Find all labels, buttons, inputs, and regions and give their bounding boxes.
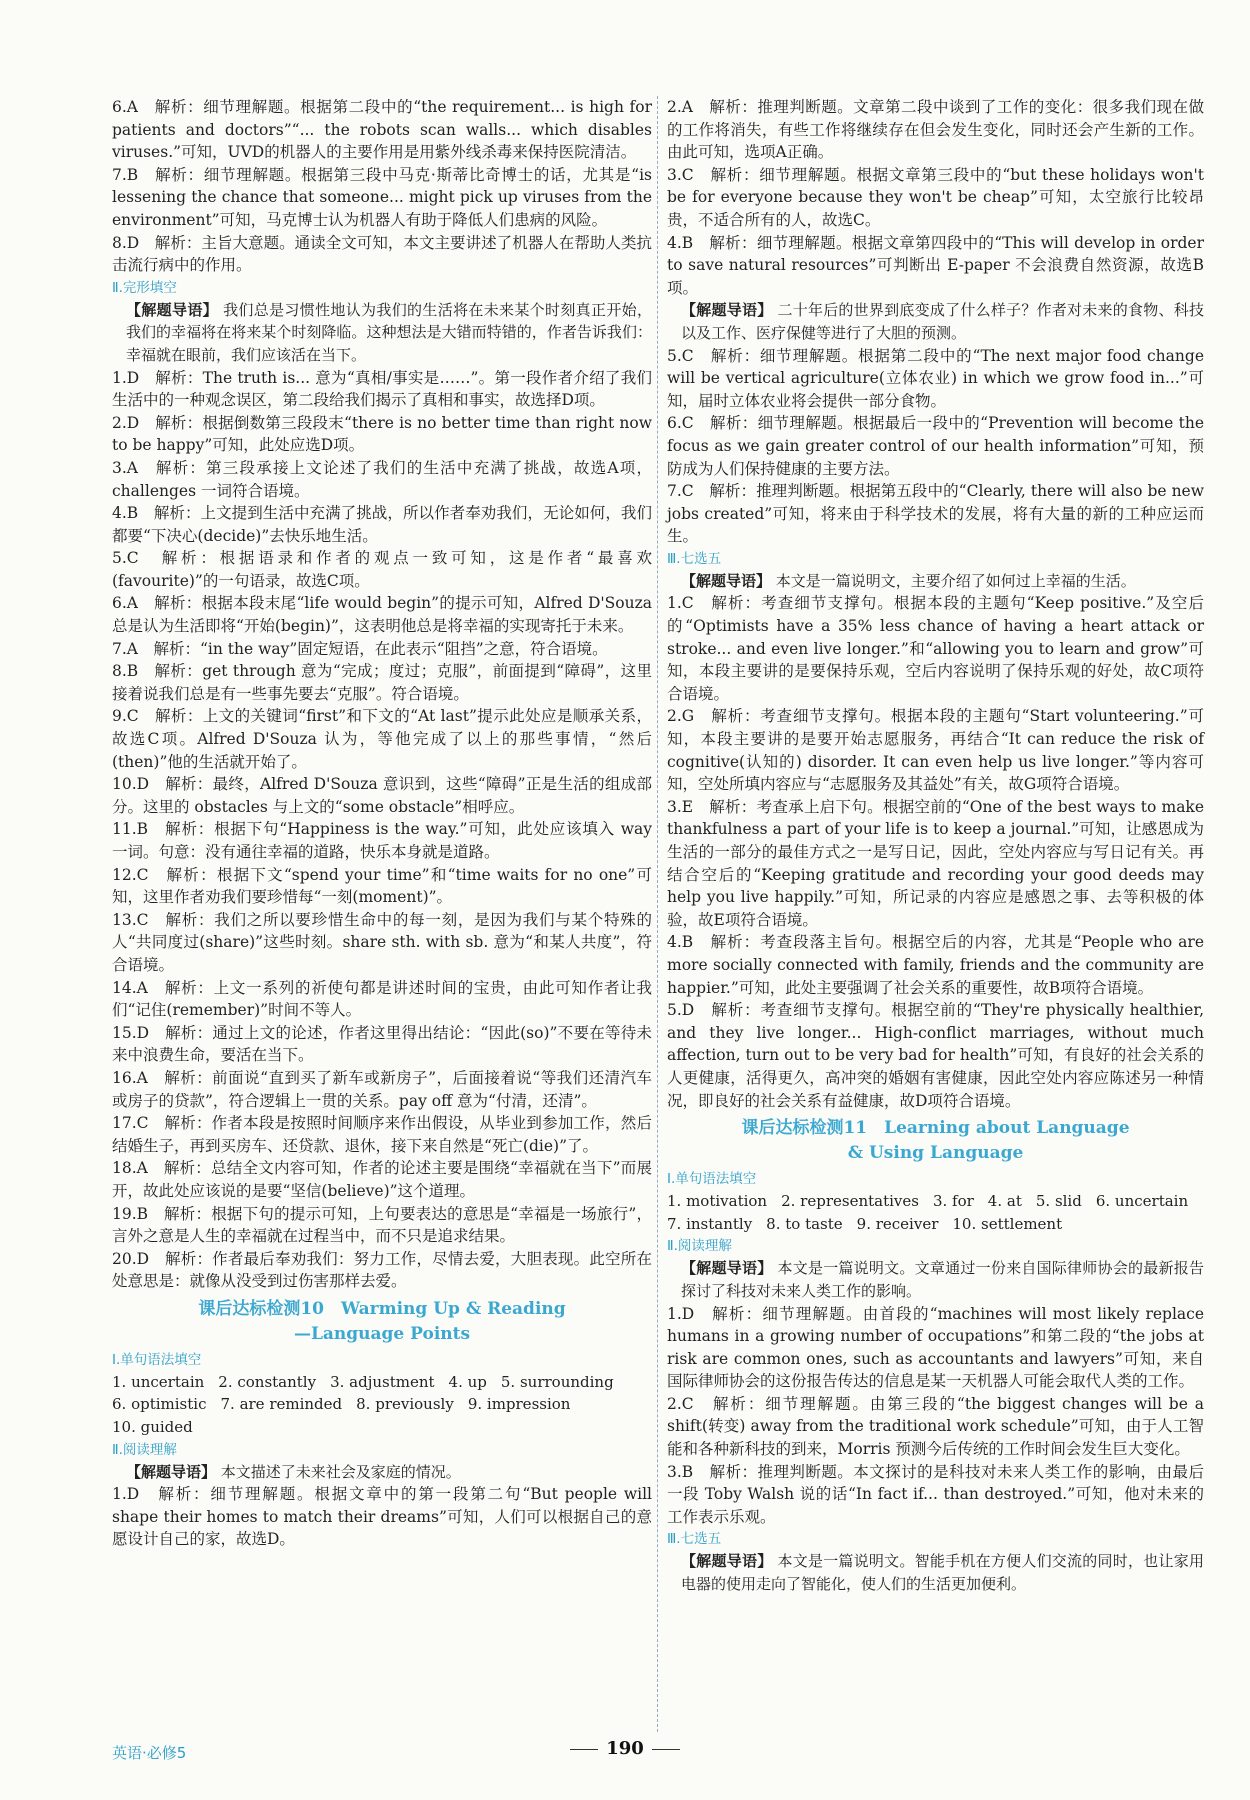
page-number-area [530,1738,720,1759]
section-heading: Ⅲ.七选五 [667,550,722,567]
grammar-answers-row [112,1371,652,1394]
answer-entry: 7.C 解析：推理判断题。根据第五段中的“Clearly, there will also be new jobs created”可知，将来由于科学技术的发展，将有大量的新的工种应运而生。 [667,482,1204,546]
grammar-answer: 5. surrounding [500,1372,614,1391]
section-heading: Ⅱ.完形填空 [112,279,177,296]
guide-paragraph [667,299,1204,344]
page-number: 190 [606,1738,644,1759]
answer-entry: 3.E 解析：考查承上启下句。根据空前的“One of the best ways to make thankfulness a part of your life is to keep a journal.”可知，让感恩成为生活的一部分的最佳方式之一是写日记，因此，空处内容应与写日记有关。再结合空后的“Keeping gratitude and recording your good deeds may help you live happily.”可知，所记录的内容应是感恩之事、去等积极的体验，故E项符合语境。 [667,797,1204,929]
guide-label: 【解题导语】 [681,1552,773,1571]
grammar-answers-row [112,1393,652,1416]
test-section-title: 课后达标检测10 Warming Up & Reading —Language Points [198,1298,566,1344]
guide-label: 【解题导语】 [126,300,218,319]
answer-entry: 1.D 解析：细节理解题。由首段的“machines will most likely replace humans in a growing number of occupations”和第二段的“the jobs at risk are common ones, such as accountants and lawyers”可知，来自国际律师协会的这份报告传达的信息是某一天机器人可能会取代人类的工作。 [667,1304,1204,1391]
section-heading: Ⅰ.单句语法填空 [667,1171,757,1188]
answer-entry: 1.D 解析：The truth is... 意为“真相/事实是……”。第一段作者介绍了我们生活中的一种观念误区，第二段给我们揭示了真相和事实，故选择D项。 [112,368,652,410]
answer-entry: 3.A 解析：第三段承接上文论述了我们的生活中充满了挑战，故选A项，challenges 一词符合语境。 [112,458,652,500]
guide-label: 【解题导语】 [126,1462,217,1481]
answer-entry: 3.C 解析：细节理解题。根据文章第三段中的“but these holidays won't be for everyone because they won't be cheap”可知，太空旅行比较昂贵，不适合所有的人，故选C。 [667,165,1204,229]
answer-entry: 2.G 解析：考查细节支撑句。根据本段的主题句“Start volunteering.”可知，本段主要讲的是要开始志愿服务，再结合“It can reduce the risk of cognitive(认知的) disorder. It can even help us live longer.”等内容可知，空处所填内容应与“志愿服务及其益处”有关，故G项符合语境。 [667,707,1204,794]
right-column [667,96,1204,1596]
answer-entry: 2.C 解析：细节理解题。由第三段的“the biggest changes will be a shift(转变) away from the traditional work schedule”可知，由于人工智能和各种新科技的到来，Morris 预测今后传统的工作时间会发生巨大变化。 [667,1394,1204,1459]
grammar-answer: 9. receiver [856,1214,939,1233]
answer-entry: 16.A 解析：前面说“直到买了新车或新房子”，后面接着说“等我们还清汽车或房子的贷款”，符合逻辑上一贯的关系。pay off 意为“付清，还清”。 [112,1068,652,1110]
section-heading: Ⅱ.阅读理解 [112,1441,177,1458]
grammar-answer: 1. uncertain [112,1372,205,1391]
answer-entry: 14.A 解析：上文一系列的祈使句都是讲述时间的宝贵，由此可知作者让我们“记住(remember)”时间不等人。 [112,978,652,1020]
grammar-answer: 7. instantly [667,1214,753,1233]
guide-paragraph [667,1257,1204,1302]
answer-entry: 8.B 解析：get through 意为“完成；度过；克服”，前面提到“障碍”，这里接着说我们总是有一些事先要去“克服”。符合语境。 [112,662,652,703]
answer-entry: 12.C 解析：根据下文“spend your time”和“time waits for no one”可知，这里作者劝我们要珍惜每“一刻(moment)”。 [112,865,652,907]
grammar-answer: 6. uncertain [1095,1192,1189,1211]
answer-entry: 3.B 解析：推理判断题。本文探讨的是科技对未来人类工作的影响，由最后一段 Toby Walsh 说的话“In fact if... than destroyed.”可知，他对未来的工作表示乐观。 [667,1462,1204,1526]
grammar-answer: 6. optimistic [112,1395,207,1414]
book-label: 英语·必修5 [112,1744,187,1762]
test-section-title: 课后达标检测11 Learning about Language & Using Language [741,1118,1130,1164]
guide-text: 本文是一篇说明文，主要介绍了如何过上幸福的生活。 [775,571,1136,590]
answer-entry: 10.D 解析：最终，Alfred D'Souza 意识到，这些“障碍”正是生活的组成部分。这里的 obstacles 与上文的“some obstacle”相呼应。 [112,775,652,816]
answer-entry: 5.D 解析：考查细节支撑句。根据空前的“They're physically healthier, and they live longer... High-conflict marriages, without much affection, turn out to be very bad for health”可知，有良好的社会关系的人更健康，活得更久，高冲突的婚姻有害健康，因此空处内容应陈述另一种情况，即良好的社会关系有益健康，故D项符合语境。 [667,1001,1204,1110]
answer-entry: 4.B 解析：上文提到生活中充满了挑战，所以作者奉劝我们，无论如何，我们都要“下决心(decide)”去快乐地生活。 [112,504,652,545]
grammar-answers-row [667,1190,1204,1213]
dash-left [570,1749,598,1750]
section-heading: Ⅲ.七选五 [667,1531,722,1548]
answer-entry: 20.D 解析：作者最后奉劝我们：努力工作，尽情去爱，大胆表现。此空所在处意思是：就像从没受到过伤害那样去爱。 [112,1249,652,1291]
answer-entry: 8.D 解析：主旨大意题。通读全文可知，本文主要讲述了机器人在帮助人类抗击流行病中的作用。 [112,233,652,275]
answer-entry: 6.C 解析：细节理解题。根据最后一段中的“Prevention will become the focus as we gain greater control of our health information”可知，预防成为人们保持健康的主要方法。 [667,414,1204,478]
section-heading: Ⅱ.阅读理解 [667,1238,732,1255]
grammar-answers-row [112,1416,652,1439]
answer-entry: 2.A 解析：推理判断题。文章第二段中谈到了工作的变化：很多我们现在做的工作将消失，有些工作将继续存在但会发生变化，同时还会产生新的工作。由此可知，选项A正确。 [667,98,1204,162]
guide-text: 本文描述了未来社会及家庭的情况。 [220,1462,461,1481]
grammar-answer: 4. up [448,1372,487,1391]
grammar-answer: 10. guided [112,1418,193,1437]
answer-entry: 6.A 解析：根据本段末尾“life would begin”的提示可知，Alfred D'Souza 总是认为生活即将“开始(begin)”，这表明他总是将幸福的实现寄托于未来。 [112,594,652,636]
grammar-answer: 3. adjustment [330,1372,435,1391]
answer-entry: 18.A 解析：总结全文内容可知，作者的论述主要是围绕“幸福就在当下”而展开，故此处应该说的是要“坚信(believe)”这个道理。 [112,1159,652,1200]
section-heading: Ⅰ.单句语法填空 [112,1351,202,1368]
answer-entry: 1.C 解析：考查细节支撑句。根据本段的主题句“Keep positive.”及空后的“Optimists have a 35% less chance of having a heart attack or stroke... and even live longer.”和“allowing you to learn and grow”可知，本段主要讲的是要保持乐观，空后内容说明了保持乐观的好处，故C项符合语境。 [667,594,1204,703]
answer-entry: 4.B 解析：细节理解题。根据文章第四段中的“This will develop in order to save natural resources”可判断出 E-paper 不会浪费自然资源，故选B项。 [667,233,1204,297]
answer-entry: 15.D 解析：通过上文的论述，作者这里得出结论：“因此(so)”不要在等待未来中浪费生命，要活在当下。 [112,1023,652,1065]
answer-entry: 13.C 解析：我们之所以要珍惜生命中的每一刻，是因为我们与某个特殊的人“共同度过(share)”这些时刻。share sth. with sb. 意为“和某人共度”，符合语境。 [112,910,652,974]
grammar-answer: 9. impression [467,1395,571,1414]
grammar-answer: 8. previously [356,1395,454,1414]
answer-entry: 5.C 解析：细节理解题。根据第二段中的“The next major food change will be vertical agriculture(立体农业) in which we grow food in...”可知，届时立体农业将会提供一部分食物。 [667,346,1204,410]
guide-text: 本文是一篇说明文。智能手机在方便人们交流的同时，也让家用电器的使用走向了智能化，使人们的生活更加便利。 [681,1552,1204,1594]
answer-entry: 6.A 解析：细节理解题。根据第二段中的“the requirement... is high for patients and doctors”“... the robots scan walls... which disables viruses.”可知，UVD的机器人的主要作用是用紫外线杀毒来保持医院清洁。 [112,98,652,162]
guide-paragraph [667,1550,1204,1595]
grammar-answer: 5. slid [1035,1192,1082,1211]
grammar-answers-row [667,1213,1204,1236]
grammar-answer: 3. for [932,1192,974,1211]
left-column [112,96,652,1551]
dash-right [652,1749,680,1750]
guide-text: 本文是一篇说明文。文章通过一份来自国际律师协会的最新报告探讨了科技对未来人类工作的影响。 [681,1259,1204,1300]
answer-entry: 2.D 解析：根据倒数第三段段末“there is no better time than right now to be happy”可知，此处应选D项。 [112,413,652,455]
grammar-answer: 7. are reminded [220,1395,343,1414]
grammar-answer: 4. at [987,1192,1022,1211]
guide-text: 我们总是习惯性地认为我们的生活将在未来某个时刻真正开始，我们的幸福将在将来某个时刻降临。这种想法是大错而特错的，作者告诉我们：幸福就在眼前，我们应该活在当下。 [126,300,652,364]
guide-paragraph [667,570,1204,593]
grammar-answer: 2. constantly [218,1372,317,1391]
answer-entry: 4.B 解析：考查段落主旨句。根据空后的内容，尤其是“People who are more socially connected with family, friends and the community are happier.”可知，此处主要强调了社会关系的重要性，故B项符合语境。 [667,933,1204,997]
answer-entry: 5.C 解析：根据语录和作者的观点一致可知，这是作者“最喜欢(favourite)”的一句语录，故选C项。 [112,549,652,590]
guide-label: 【解题导语】 [681,1259,773,1278]
answer-entry: 7.B 解析：细节理解题。根据第三段中马克·斯蒂比奇博士的话，尤其是“is lessening the chance that someone... might pick up viruses from the environment”可知，马克博士认为机器人有助于降低人们患病的风险。 [112,165,652,229]
answer-entry: 1.D 解析：细节理解题。根据文章中的第一段第二句“But people will shape their homes to match their dreams”可知，人们可以根据自己的意愿设计自己的家，故选D。 [112,1485,652,1549]
guide-text: 二十年后的世界到底变成了什么样子？作者对未来的食物、科技以及工作、医疗保健等进行了大胆的预测。 [681,301,1204,342]
grammar-answer: 1. motivation [667,1192,768,1211]
guide-paragraph [112,1461,652,1484]
column-divider [657,96,658,1732]
guide-label: 【解题导语】 [681,301,773,320]
answer-entry: 11.B 解析：根据下句“Happiness is the way.”可知，此处应该填入 way 一词。句意：没有通往幸福的道路，快乐本身就是道路。 [112,820,652,861]
guide-paragraph [112,299,652,367]
guide-label: 【解题导语】 [681,571,772,590]
answer-entry: 7.A 解析：“in the way”固定短语，在此表示“阻挡”之意，符合语境。 [112,639,608,658]
grammar-answer: 2. representatives [781,1192,919,1211]
grammar-answer: 10. settlement [952,1214,1063,1233]
answer-entry: 9.C 解析：上文的关键词“first”和下文的“At last”提示此处应是顺承关系，故选C项。Alfred D'Souza 认为，等他完成了以上的那些事情，“然后(then)”他的生活就开始了。 [112,707,652,771]
answer-entry: 17.C 解析：作者本段是按照时间顺序来作出假设，从毕业到参加工作，然后结婚生子，再到买房车、还贷款、退休，接下来自然是“死亡(die)”了。 [112,1114,652,1155]
answer-entry: 19.B 解析：根据下句的提示可知，上句要表达的意思是“幸福是一场旅行”，言外之意是人生的幸福就在过程当中，而不只是追求结果。 [112,1204,652,1246]
grammar-answer: 8. to taste [766,1214,843,1233]
